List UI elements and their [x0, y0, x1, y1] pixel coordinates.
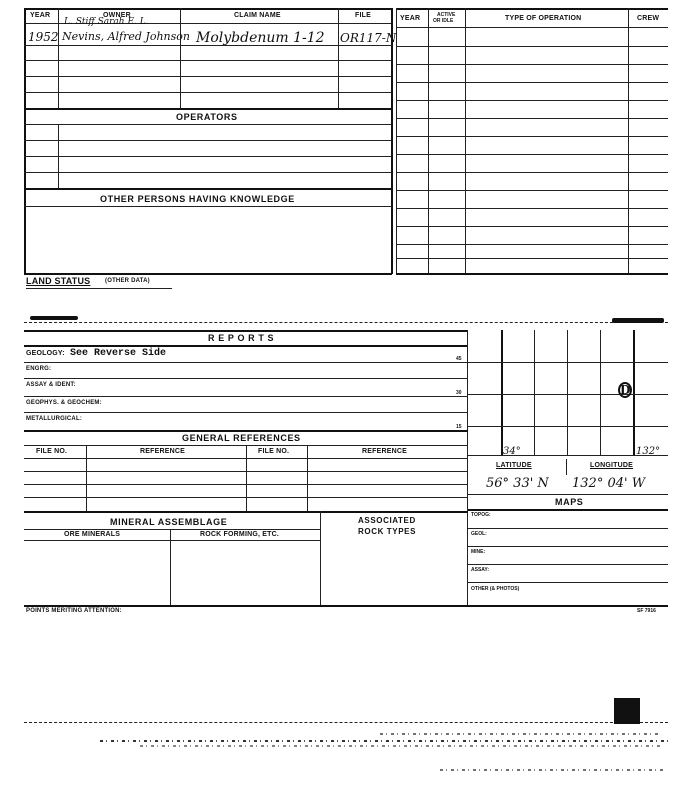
ops-idle-header: OR IDLE [433, 18, 454, 24]
associated-label: ASSOCIATED [358, 516, 416, 525]
entry-claim-name: Molybdenum 1-12 [196, 30, 325, 46]
ops-active-header: ACTIVE [437, 12, 456, 18]
smudge-left [30, 316, 78, 320]
geophys-label: GEOPHYS. & GEOCHEM: [26, 400, 102, 406]
smudge-right [612, 318, 664, 323]
mineral-heading: MINERAL ASSEMBLAGE [110, 517, 228, 527]
assay-label: ASSAY & IDENT: [26, 382, 76, 388]
map-marker: D [620, 383, 631, 397]
land-status-label: LAND STATUS [26, 276, 91, 286]
form-number: SF 7916 [637, 608, 656, 614]
file-header: FILE [355, 12, 371, 19]
maps-geol: GEOL: [471, 531, 487, 537]
lat-tick: 34° [503, 446, 521, 457]
ore-minerals-header: ORE MINERALS [64, 531, 121, 538]
ops-crew-header: CREW [637, 15, 660, 22]
ops-type-header: TYPE OF OPERATION [505, 15, 582, 22]
metallurgical-label: METALLURGICAL: [26, 416, 83, 422]
ops-year-header: YEAR [400, 15, 421, 22]
latitude-label: LATITUDE [496, 462, 532, 469]
reports-heading: R E P O R T S [208, 333, 275, 343]
dark-square-mark [614, 698, 640, 724]
assay-num: 30 [456, 390, 462, 396]
ref-reference-1: REFERENCE [140, 448, 185, 455]
ref-file-no-2: FILE NO. [258, 448, 290, 455]
maps-assay: ASSAY: [471, 567, 490, 573]
lon-tick: 132° [636, 446, 661, 457]
owner-header: OWNER [103, 12, 131, 19]
metallurgical-num: 15 [456, 424, 462, 430]
maps-other: OTHER (& PHOTOS) [471, 586, 520, 592]
maps-topog: TOPOG: [471, 512, 491, 518]
other-persons-heading: OTHER PERSONS HAVING KNOWLEDGE [100, 194, 295, 204]
land-status-sub: (OTHER DATA) [105, 278, 150, 284]
rock-forming-header: ROCK FORMING, ETC. [200, 531, 280, 538]
entry-year: 1952 [28, 30, 59, 44]
geology-value: See Reverse Side [70, 348, 167, 359]
longitude-value: 132° 04' W [572, 476, 646, 491]
geology-label: GEOLOGY: [26, 350, 65, 357]
geology-num: 45 [456, 356, 462, 362]
ref-file-no-1: FILE NO. [36, 448, 68, 455]
maps-mine: MINE: [471, 549, 486, 555]
general-references-heading: GENERAL REFERENCES [182, 433, 301, 443]
owner-line-2: Nevins, Alfred Johnson [62, 30, 190, 43]
operators-heading: OPERATORS [176, 112, 238, 122]
latitude-value: 56° 33' N [486, 476, 549, 491]
year-header: YEAR [30, 12, 51, 19]
entry-file: OR117-N [340, 31, 397, 45]
claim-name-header: CLAIM NAME [234, 12, 281, 19]
longitude-label: LONGITUDE [590, 462, 634, 469]
points-label: POINTS MERITING ATTENTION: [26, 608, 122, 614]
owner-line-1: L. Stiff Sarah E. L. [64, 17, 149, 27]
ref-reference-2: REFERENCE [362, 448, 407, 455]
engrg-label: ENGRG: [26, 366, 52, 372]
maps-heading: MAPS [555, 497, 584, 507]
rock-types-label: ROCK TYPES [358, 527, 417, 536]
